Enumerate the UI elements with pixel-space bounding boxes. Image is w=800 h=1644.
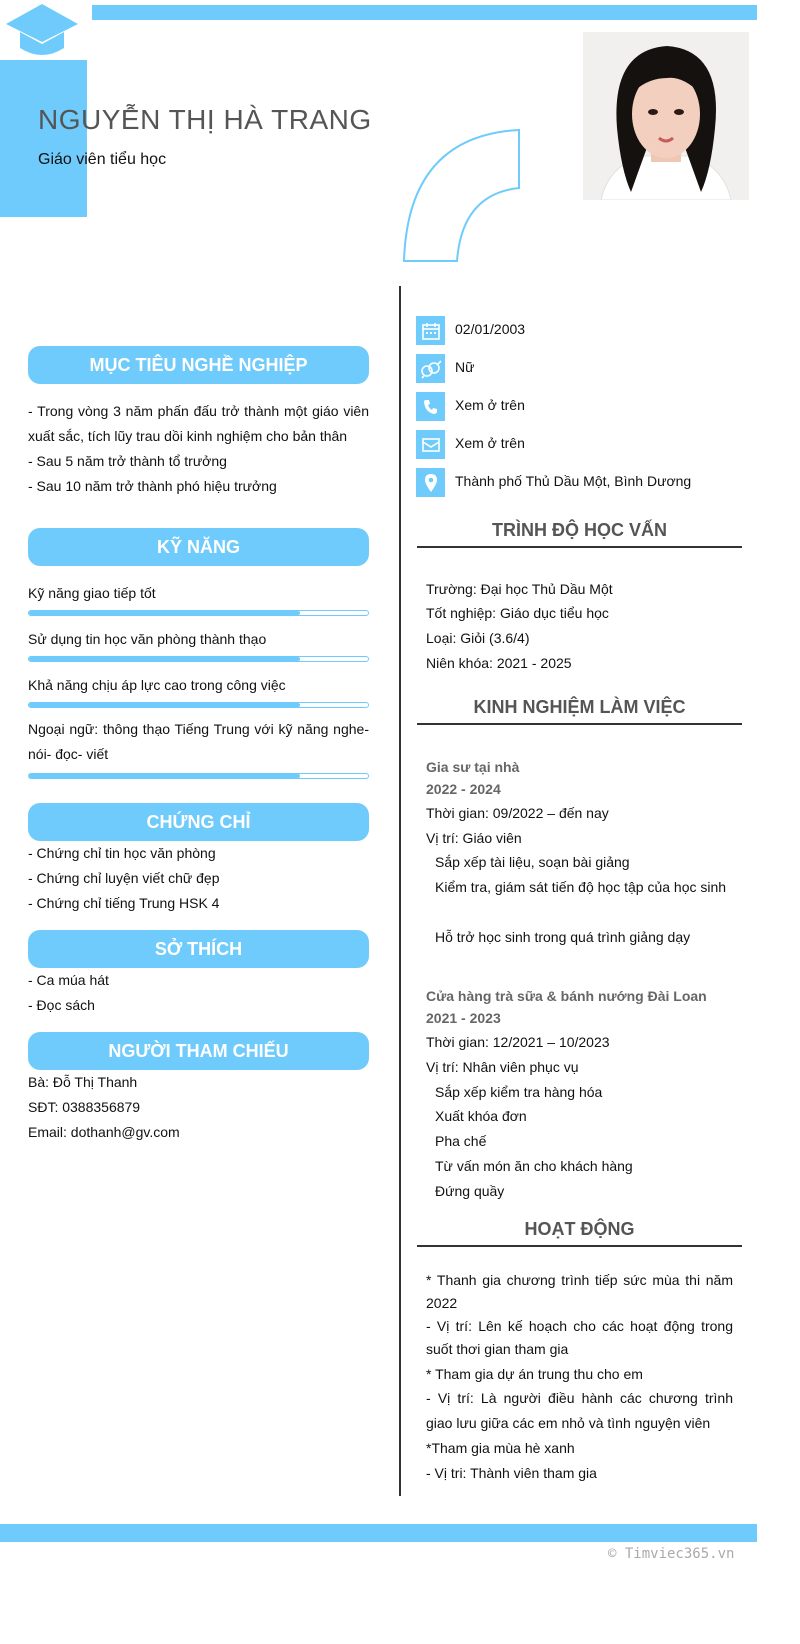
- gender: Nữ: [455, 359, 475, 375]
- education-heading: TRÌNH ĐỘ HỌC VẤN: [492, 520, 667, 540]
- activity-item: - Vị tri: Thành viên tham gia: [426, 1465, 597, 1481]
- email-glyph: [421, 436, 441, 454]
- skill-progress-bar: [28, 773, 369, 779]
- job-task: Từ vấn món ăn cho khách hàng: [435, 1158, 633, 1174]
- birth-date: 02/01/2003: [455, 321, 526, 337]
- job-company: Gia sư tại nhà: [426, 759, 520, 775]
- section-underline: [417, 1245, 742, 1247]
- skill-progress-fill: [29, 611, 300, 615]
- certificates-heading: CHỨNG CHỈ: [28, 803, 369, 841]
- reference-phone: SĐT: 0388356879: [28, 1099, 141, 1115]
- objective-text-3: - Sau 10 năm trở thành phó hiệu trưởng: [28, 478, 277, 494]
- job-time: Thời gian: 09/2022 – đến nay: [426, 805, 609, 821]
- skill-progress-fill: [29, 657, 300, 661]
- skill-label: Khả năng chịu áp lực cao trong công việc: [28, 677, 286, 693]
- education-major: Tốt nghiệp: Giáo dục tiểu học: [426, 605, 609, 621]
- certificate-item: - Chứng chỉ luyện viết chữ đẹp: [28, 870, 220, 886]
- job-task: Pha chế: [435, 1133, 487, 1149]
- gender-glyph: [420, 359, 442, 379]
- gender-icon: [416, 354, 445, 383]
- phone-icon: [416, 392, 445, 421]
- profile-photo: [583, 32, 749, 200]
- job-position: Vị trí: Nhân viên phục vụ: [426, 1059, 579, 1075]
- hobby-item: - Ca múa hát: [28, 972, 109, 988]
- activities-heading: HOẠT ĐỘNG: [524, 1219, 635, 1239]
- education-school: Trường: Đại học Thủ Dầu Một: [426, 581, 613, 597]
- objective-text-1: - Trong vòng 3 năm phấn đấu trở thành một giáo viên xuất sắc, tích lũy trau dồi kinh nghiệm cho bản thân: [28, 403, 369, 444]
- footer-bar: [0, 1524, 757, 1542]
- skill-label: Ngoại ngữ: thông thạo Tiếng Trung với kỹ năng nghe- nói- đọc- viết: [28, 721, 369, 762]
- skill-progress-fill: [29, 703, 300, 707]
- header-top-bar: [92, 5, 757, 20]
- job-task: Đứng quầy: [435, 1183, 505, 1199]
- job-position: Vị trí: Giáo viên: [426, 830, 522, 846]
- reference-email: Email: dothanh@gv.com: [28, 1124, 180, 1140]
- skill-progress-fill: [29, 774, 300, 778]
- job-years: 2021 - 2023: [426, 1010, 501, 1026]
- job-task: Kiểm tra, giám sát tiến độ học tập của học sinh: [435, 879, 727, 895]
- job-task: Hỗ trở học sinh trong quá trình giảng dạy: [435, 929, 691, 945]
- column-divider: [399, 286, 401, 1496]
- location-icon: [416, 468, 445, 497]
- hobbies-heading: SỞ THÍCH: [28, 930, 369, 968]
- activity-item: - Vị trí: Là người điều hành các chương trình giao lưu giữa các em nhỏ và tình nguyện viên: [426, 1390, 733, 1431]
- reference-name: Bà: Đỗ Thị Thanh: [28, 1074, 138, 1090]
- section-underline: [417, 546, 742, 548]
- job-company: Cửa hàng trà sữa & bánh nướng Đài Loan: [426, 988, 707, 1004]
- objective-heading: MỤC TIÊU NGHỀ NGHIỆP: [28, 346, 369, 384]
- phone-glyph: [422, 398, 440, 416]
- activity-item: * Tham gia dự án trung thu cho em: [426, 1366, 643, 1382]
- certificate-item: - Chứng chỉ tiếng Trung HSK 4: [28, 895, 220, 911]
- job-task: Xuất khóa đơn: [435, 1108, 527, 1124]
- activity-item: - Vị trí: Lên kế hoạch cho các hoạt động trong suốt thơi gian tham gia: [426, 1318, 733, 1357]
- address: Thành phố Thủ Dầu Một, Bình Dương: [455, 473, 692, 489]
- location-glyph: [423, 473, 439, 493]
- candidate-name: NGUYỄN THỊ HÀ TRANG: [38, 104, 372, 135]
- education-grade: Loại: Giỏi (3.6/4): [426, 630, 530, 646]
- job-title: Giáo viên tiểu học: [38, 151, 167, 168]
- activity-item: *Tham gia mùa hè xanh: [426, 1440, 575, 1456]
- portrait-illustration: [583, 32, 749, 200]
- skill-progress-bar: [28, 702, 369, 708]
- skills-heading: KỸ NĂNG: [28, 528, 369, 566]
- objective-text-2: - Sau 5 năm trở thành tổ trưởng: [28, 453, 227, 469]
- skill-progress-bar: [28, 610, 369, 616]
- job-task: Sắp xếp tài liệu, soạn bài giảng: [435, 854, 630, 870]
- experience-heading: KINH NGHIỆM LÀM VIỆC: [473, 697, 686, 717]
- watermark: © Timviec365.vn: [608, 1546, 735, 1562]
- job-task: Sắp xếp kiểm tra hàng hóa: [435, 1084, 603, 1100]
- activity-item: * Thanh gia chương trình tiếp sức mùa thi năm 2022: [426, 1272, 733, 1311]
- job-years: 2022 - 2024: [426, 781, 501, 797]
- skill-label: Kỹ năng giao tiếp tốt: [28, 585, 156, 601]
- skill-label: Sử dụng tin học văn phòng thành thạo: [28, 631, 267, 647]
- certificate-item: - Chứng chỉ tin học văn phòng: [28, 845, 216, 861]
- education-period: Niên khóa: 2021 - 2025: [426, 655, 572, 671]
- hobby-item: - Đọc sách: [28, 997, 95, 1013]
- skill-progress-bar: [28, 656, 369, 662]
- job-time: Thời gian: 12/2021 – 10/2023: [426, 1034, 610, 1050]
- section-underline: [417, 723, 742, 725]
- references-heading: NGƯỜI THAM CHIẾU: [28, 1032, 369, 1070]
- header-accent-block: [0, 60, 87, 217]
- quarter-arc-decoration: [402, 128, 522, 264]
- graduation-cap-icon: [4, 4, 80, 60]
- email-icon: [416, 430, 445, 459]
- calendar-icon: [416, 316, 445, 345]
- calendar-glyph: [421, 321, 441, 341]
- phone: Xem ở trên: [455, 397, 525, 413]
- email: Xem ở trên: [455, 435, 525, 451]
